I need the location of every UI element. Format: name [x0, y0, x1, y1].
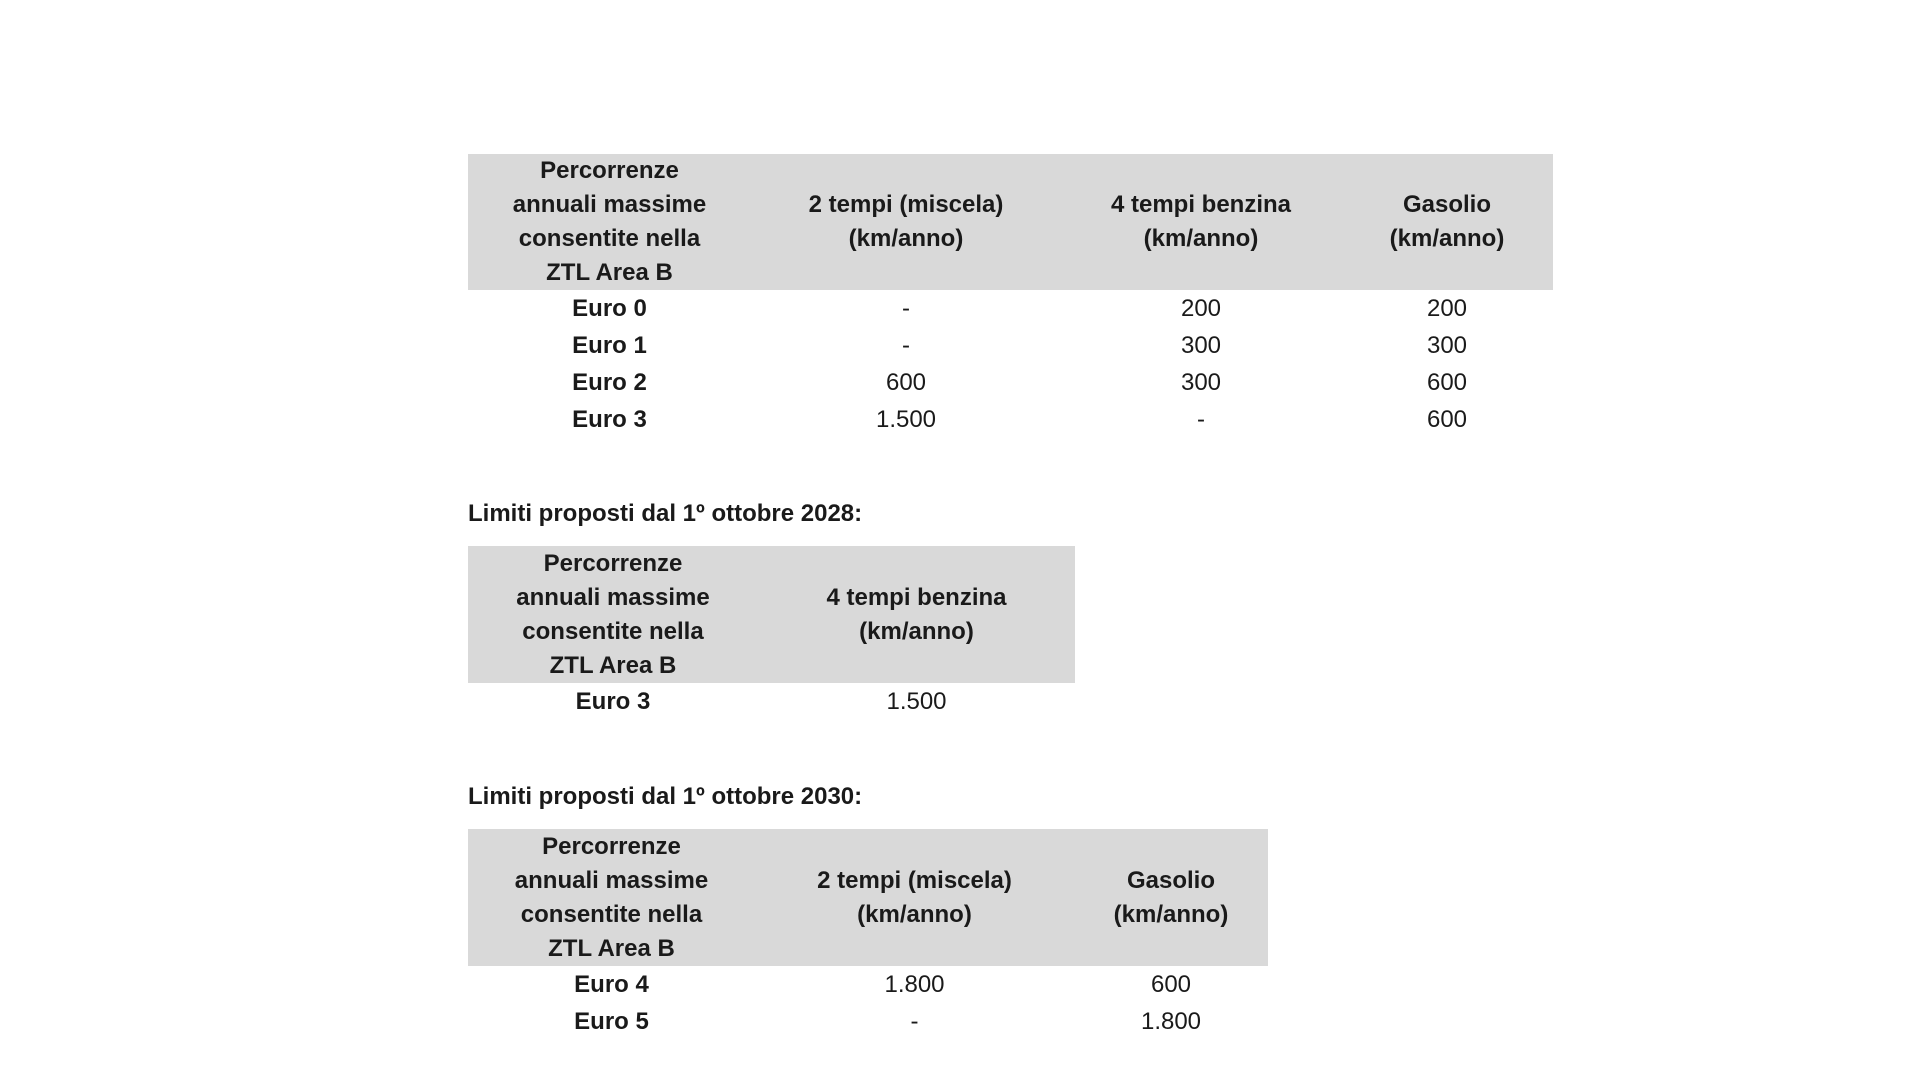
table-limits-2030 [468, 829, 1268, 1040]
table-header-row [468, 154, 1553, 290]
row-label: Euro 3 [575, 688, 651, 715]
header-line: Gasolio [1126, 866, 1216, 894]
header-line: (km/anno) [1113, 900, 1229, 928]
header-line: Gasolio [1402, 191, 1492, 218]
header-cell-4-tempi-benzina [758, 546, 1075, 683]
header-cell-percorrenze [468, 829, 755, 966]
header-line: 4 tempi benzina [1110, 191, 1292, 218]
table-cell: 1.800 [884, 971, 945, 998]
header-line: consentite nella [520, 900, 703, 928]
table-cell: 300 [1180, 332, 1222, 359]
table-cell: - [902, 332, 910, 359]
section-caption-2030: Limiti proposti dal 1º ottobre 2030: [468, 783, 863, 810]
header-line: (km/anno) [1143, 225, 1259, 252]
table-cell: - [1197, 406, 1205, 433]
header-line: annuali massime [516, 583, 710, 611]
header-line: annuali massime [514, 866, 709, 894]
header-cell-gasolio [1341, 154, 1553, 290]
table-cell: 600 [1426, 406, 1468, 433]
table-cell: 1.500 [875, 406, 937, 433]
table-cell: 600 [1150, 971, 1192, 998]
table-limits-2028 [468, 546, 1075, 720]
header-cell-gasolio [1074, 829, 1268, 966]
row-label: Euro 1 [572, 332, 647, 359]
row-label: Euro 3 [572, 406, 647, 433]
table-cell: 300 [1426, 332, 1468, 359]
table-header-row [468, 546, 1075, 683]
header-line: ZTL Area B [549, 651, 677, 679]
table-row [468, 290, 1553, 327]
header-cell-percorrenze [468, 546, 758, 683]
header-line: consentite nella [522, 617, 704, 645]
header-line: annuali massime [512, 191, 707, 218]
table-cell: - [910, 1008, 919, 1035]
row-label: Euro 4 [574, 971, 649, 998]
header-line: Percorrenze [540, 157, 679, 184]
table-header-row [468, 829, 1268, 966]
row-label: Euro 2 [572, 369, 647, 396]
header-cell-2-tempi [751, 154, 1061, 290]
table-row [468, 364, 1553, 401]
section-caption-2028: Limiti proposti dal 1º ottobre 2028: [468, 500, 863, 527]
header-cell-4-tempi-benzina [1061, 154, 1341, 290]
table-row [468, 966, 1268, 1003]
header-line: (km/anno) [1389, 225, 1505, 252]
table-cell: - [902, 295, 910, 322]
header-line: ZTL Area B [548, 934, 675, 962]
table-cell: 600 [1426, 369, 1468, 396]
table-cell: 1.800 [1140, 1008, 1202, 1035]
table-row [468, 401, 1553, 438]
table-cell: 200 [1180, 295, 1222, 322]
row-label: Euro 5 [574, 1008, 649, 1035]
header-line: (km/anno) [859, 617, 974, 645]
table-cell: 200 [1426, 295, 1468, 322]
table-current-limits [468, 154, 1553, 438]
table-cell: 1.500 [886, 688, 947, 715]
table-cell: 600 [885, 369, 927, 396]
header-line: (km/anno) [848, 225, 964, 252]
header-line: 4 tempi benzina [826, 583, 1007, 611]
header-line: (km/anno) [857, 900, 972, 928]
header-line: Percorrenze [542, 832, 681, 860]
header-cell-percorrenze [468, 154, 751, 290]
row-label: Euro 0 [572, 295, 647, 322]
header-cell-2-tempi [755, 829, 1074, 966]
header-line: 2 tempi (miscela) [808, 191, 1004, 218]
header-line: consentite nella [518, 225, 701, 252]
table-row [468, 327, 1553, 364]
header-line: 2 tempi (miscela) [817, 866, 1012, 894]
table-row [468, 683, 1075, 720]
header-line: Percorrenze [543, 549, 683, 577]
table-row [468, 1003, 1268, 1040]
table-cell: 300 [1180, 369, 1222, 396]
header-line: ZTL Area B [546, 259, 673, 286]
